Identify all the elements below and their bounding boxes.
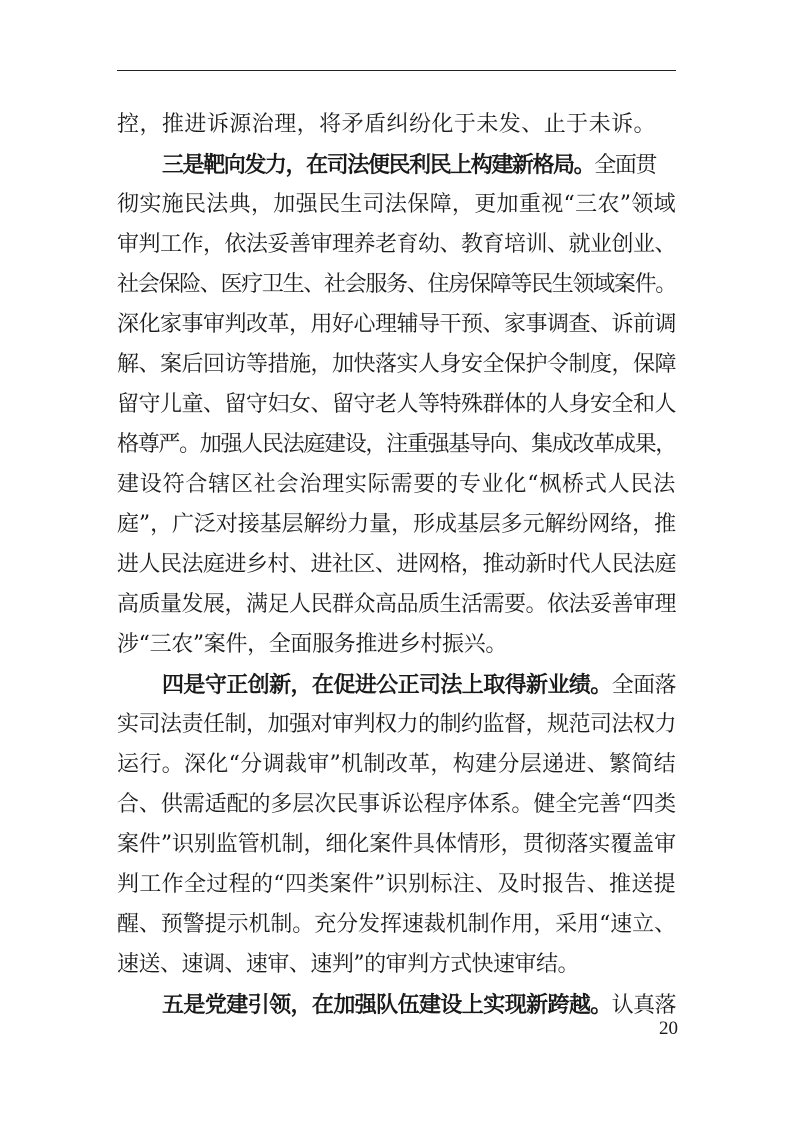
text-line-content xyxy=(117,467,676,503)
text-line-content xyxy=(117,907,676,943)
text-line xyxy=(162,667,676,703)
text-run: 控，推进诉源治理，将矛盾纠纷化于未发、止于未诉。 xyxy=(117,112,656,137)
text-run: 运行。深化“分调裁审”机制改革，构建分层递进、繁简结 xyxy=(117,752,676,777)
text-line-content xyxy=(117,707,676,743)
text-line-content xyxy=(117,387,676,423)
text-line xyxy=(117,547,676,583)
text-line xyxy=(117,707,676,743)
text-line xyxy=(117,787,676,823)
text-line xyxy=(162,987,676,1023)
bold-lead-sentence: 三是靶向发力，在司法便民利民上构建新格局。 xyxy=(162,152,595,178)
text-line-content xyxy=(117,187,676,223)
text-line xyxy=(117,507,676,543)
text-line-content xyxy=(117,747,676,783)
text-line-content xyxy=(117,307,676,343)
text-run: 案件”识别监管机制，细化案件具体情形，贯彻落实覆盖审 xyxy=(117,832,676,857)
text-line-content xyxy=(162,987,676,1024)
bold-lead-sentence: 五是党建引领，在加强队伍建设上实现新跨越。 xyxy=(162,992,612,1018)
text-line-content xyxy=(117,267,676,303)
text-line xyxy=(117,427,676,463)
text-line xyxy=(117,267,676,303)
text-line xyxy=(117,587,676,623)
text-line-content xyxy=(117,787,676,823)
text-line xyxy=(117,907,676,943)
text-line-content xyxy=(117,227,676,263)
text-run: 审判工作，依法妥善审理养老育幼、教育培训、就业创业、 xyxy=(117,232,676,257)
text-line-content xyxy=(117,947,579,983)
text-run: 醒、预警提示机制。充分发挥速裁机制作用，采用“速立、 xyxy=(117,912,676,937)
text-line-content xyxy=(117,507,676,543)
text-line-content xyxy=(117,827,676,863)
text-line xyxy=(117,227,676,263)
text-line-content xyxy=(117,587,676,623)
text-run: 认真落 xyxy=(611,993,676,1018)
text-run: 解、案后回访等措施，加快落实人身安全保护令制度，保障 xyxy=(117,352,676,377)
text-line xyxy=(117,107,656,143)
text-line xyxy=(117,187,676,223)
text-line xyxy=(117,387,676,423)
page-number: 20 xyxy=(659,1018,678,1039)
text-run: 进人民法庭进乡村、进社区、进网格，推动新时代人民法庭 xyxy=(117,552,676,577)
text-run: 建设符合辖区社会治理实际需要的专业化“枫桥式人民法 xyxy=(117,472,676,497)
text-line-content xyxy=(162,667,676,704)
text-run: 留守儿童、留守妇女、留守老人等特殊群体的人身安全和人 xyxy=(117,392,676,417)
text-run: 格尊严。加强人民法庭建设，注重强基导向、集成改革成果， xyxy=(117,432,676,457)
text-line xyxy=(117,827,676,863)
header-rule xyxy=(117,70,676,71)
text-line-content xyxy=(117,627,507,663)
text-run: 高质量发展，满足人民群众高品质生活需要。依法妥善审理 xyxy=(117,592,676,617)
text-line-content xyxy=(117,427,676,463)
text-run: 全面落 xyxy=(611,673,676,698)
text-line xyxy=(117,467,676,503)
text-run: 判工作全过程的“四类案件”识别标注、及时报告、推送提 xyxy=(117,872,676,897)
text-run: 社会保险、医疗卫生、社会服务、住房保障等民生领域案件。 xyxy=(117,272,676,297)
text-line-content xyxy=(162,147,656,184)
text-line xyxy=(117,947,579,983)
text-line-content xyxy=(117,867,676,903)
text-run: 涉“三农”案件，全面服务推进乡村振兴。 xyxy=(117,632,507,657)
text-line-content xyxy=(117,347,676,383)
text-run: 实司法责任制，加强对审判权力的制约监督，规范司法权力 xyxy=(117,712,676,737)
text-line-content xyxy=(117,107,656,143)
text-line xyxy=(117,307,676,343)
text-line xyxy=(117,867,676,903)
text-run: 速送、速调、速审、速判”的审判方式快速审结。 xyxy=(117,952,580,977)
text-run: 全面贯 xyxy=(594,153,656,178)
text-line-content xyxy=(117,547,676,583)
text-line xyxy=(117,627,507,663)
text-line xyxy=(117,347,676,383)
text-run: 合、供需适配的多层次民事诉讼程序体系。健全完善“四类 xyxy=(117,792,676,817)
bold-lead-sentence: 四是守正创新，在促进公正司法上取得新业绩。 xyxy=(162,672,612,698)
text-line xyxy=(117,747,676,783)
text-run: 深化家事审判改革，用好心理辅导干预、家事调查、诉前调 xyxy=(117,312,676,337)
text-run: 庭”，广泛对接基层解纷力量，形成基层多元解纷网络，推 xyxy=(117,512,676,537)
text-run: 彻实施民法典，加强民生司法保障，更加重视“三农”领域 xyxy=(117,192,676,217)
text-line xyxy=(162,147,656,183)
